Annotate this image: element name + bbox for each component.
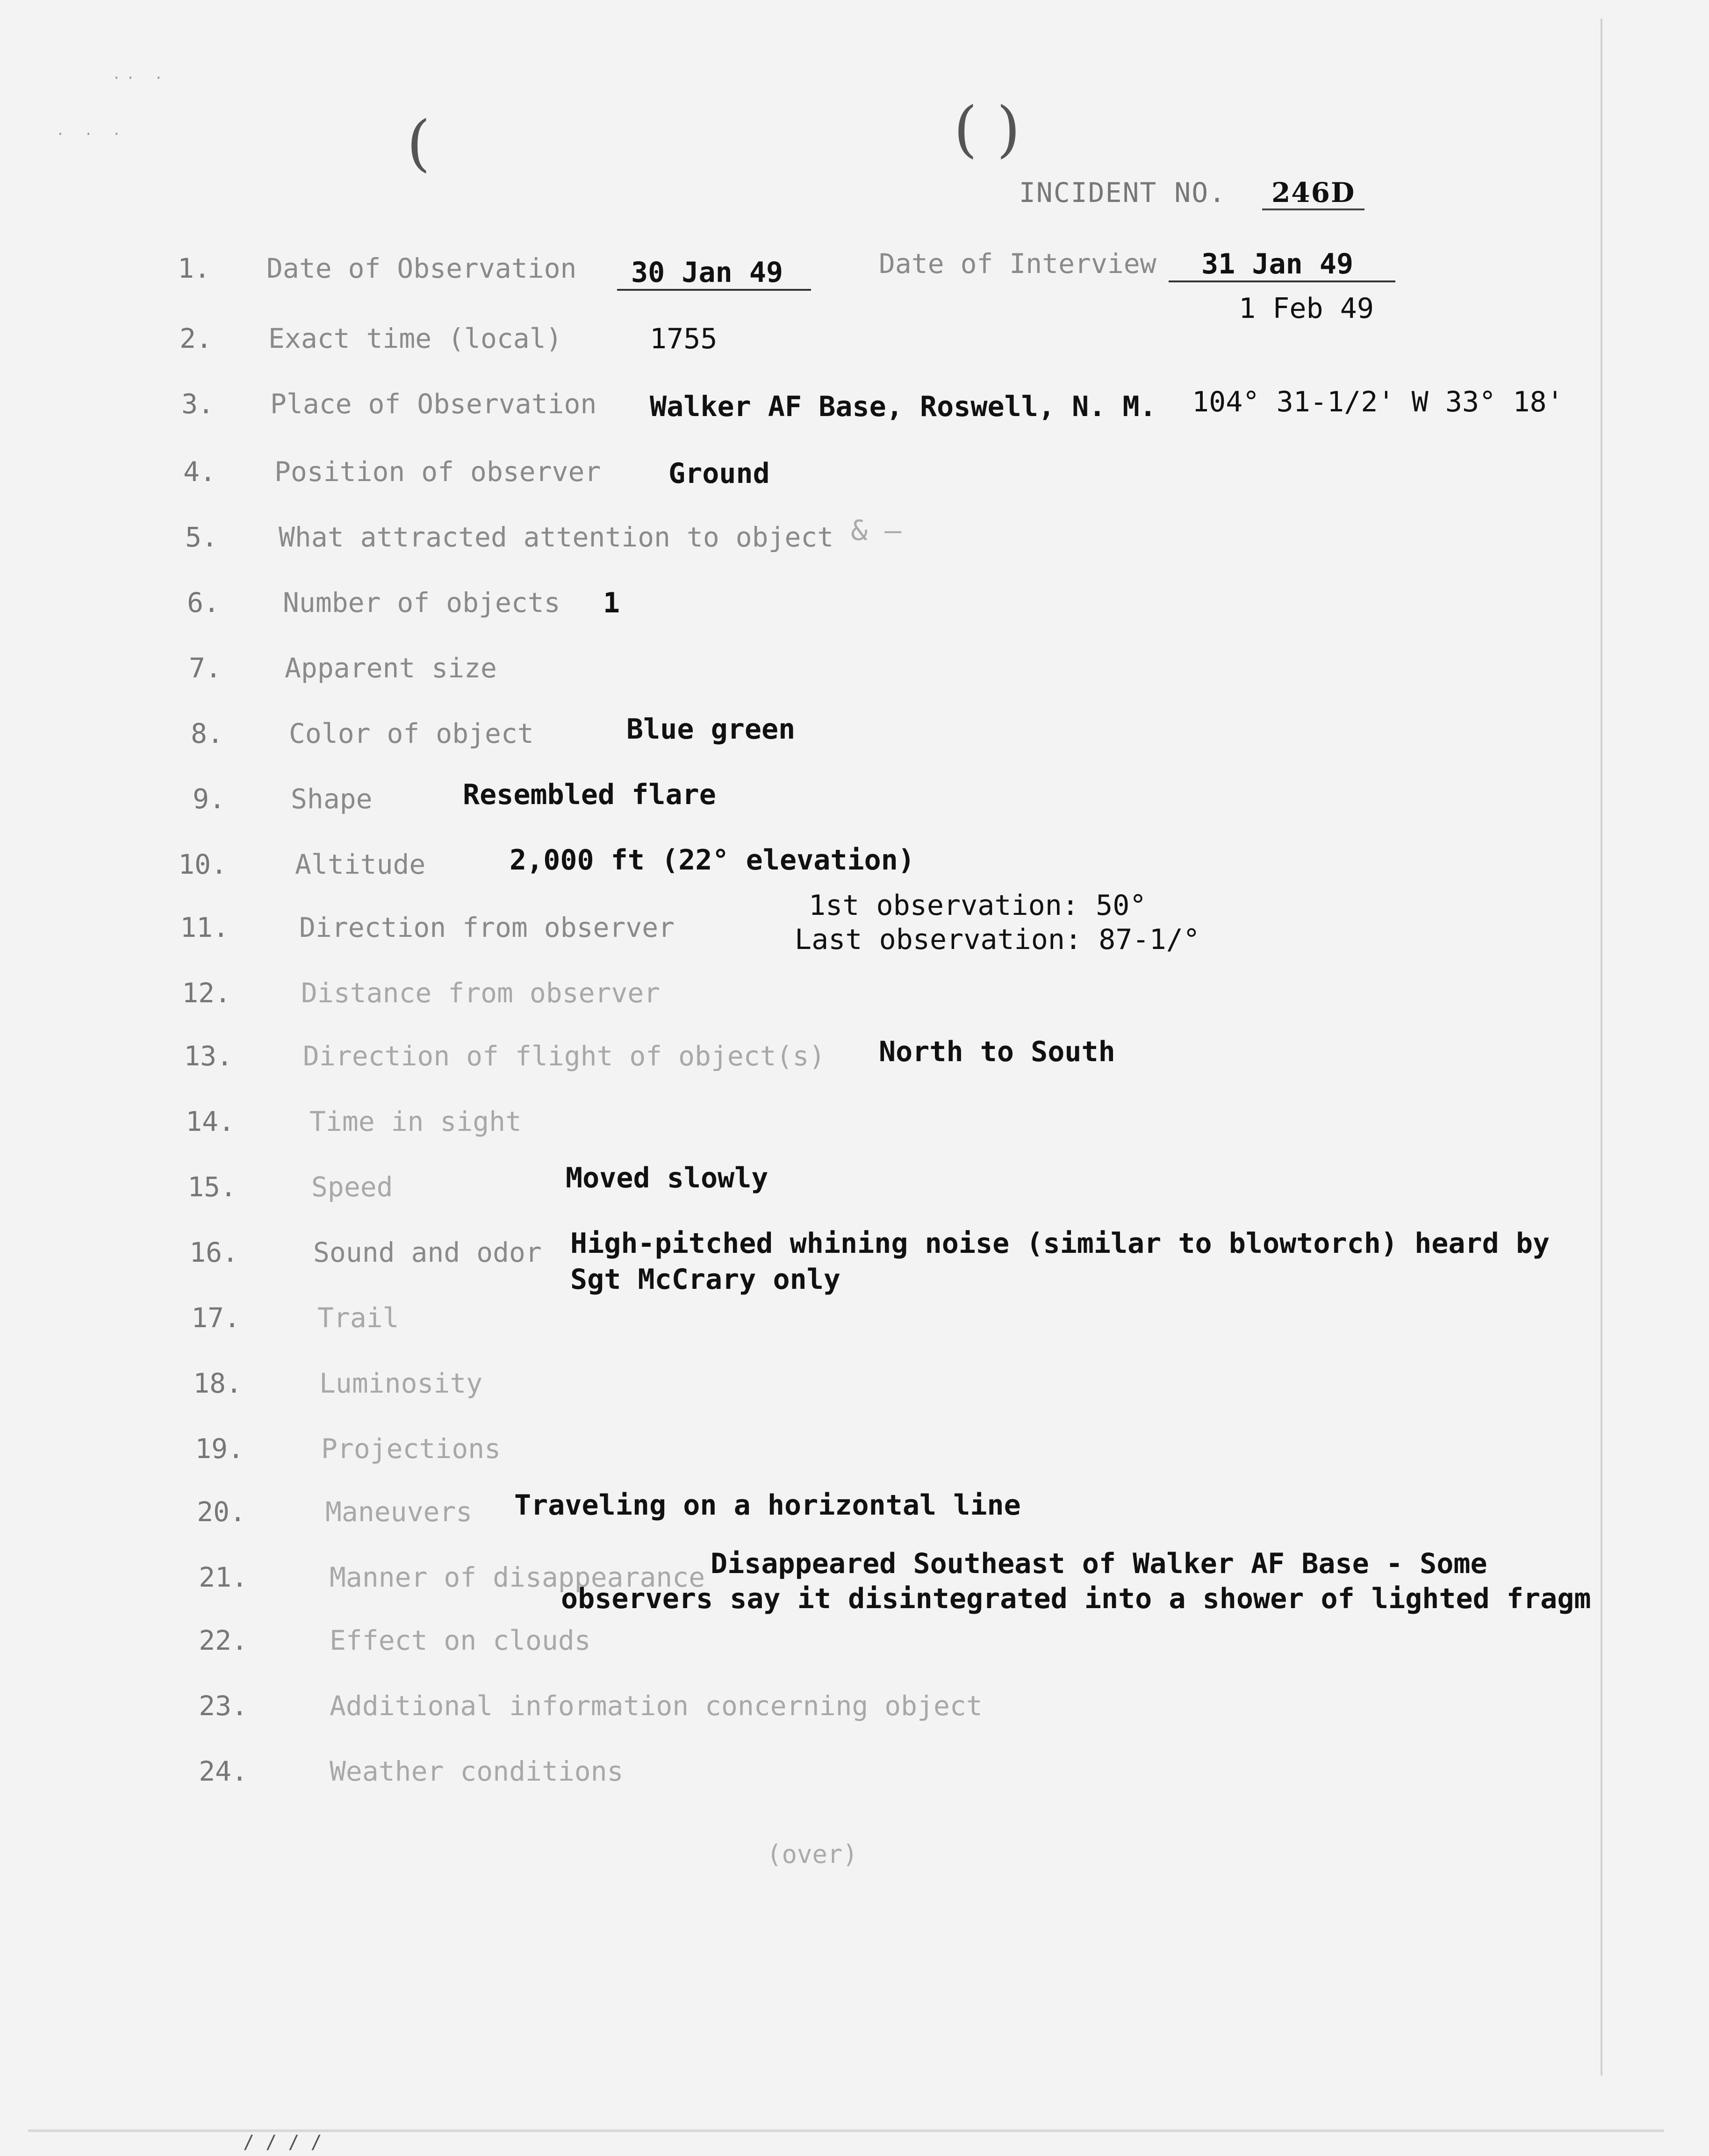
answer-exact-time: 1755 xyxy=(650,323,718,355)
item-number: 17. xyxy=(191,1302,240,1334)
answer-sound-line1: High-pitched whining noise (similar to blowtorch) heard by xyxy=(570,1227,1550,1260)
item-number: 15. xyxy=(187,1171,237,1203)
item-number: 19. xyxy=(195,1433,244,1465)
item-label: Position of observer xyxy=(274,456,601,488)
item-number: 11. xyxy=(180,912,229,943)
answer-flight-direction: North to South xyxy=(879,1035,1115,1068)
item-label: Projections xyxy=(321,1433,501,1465)
item-number: 22. xyxy=(199,1624,248,1656)
item-label: Altitude xyxy=(295,848,426,880)
item-label: Color of object xyxy=(289,718,534,749)
answer-direction-last: Last observation: 87-1/° xyxy=(795,923,1200,956)
item-number: 5. xyxy=(185,521,218,553)
item-number: 10. xyxy=(178,848,227,880)
page-edge-right xyxy=(1601,19,1602,2076)
item-label: Shape xyxy=(291,783,373,815)
answer-place: Walker AF Base, Roswell, N. M. xyxy=(650,390,1156,423)
incident-number: 246D xyxy=(1262,177,1364,210)
item-number: 8. xyxy=(191,718,223,749)
item-number: 4. xyxy=(183,456,216,488)
answer-date-of-interview-2: 1 Feb 49 xyxy=(1239,292,1374,325)
item-number: 23. xyxy=(199,1690,248,1722)
item-number: 18. xyxy=(193,1367,242,1399)
item-label: Sound and odor xyxy=(313,1236,542,1268)
item-number: 16. xyxy=(189,1236,238,1268)
item-label: Place of Observation xyxy=(270,388,597,420)
item-label: Additional information concerning object xyxy=(330,1690,983,1722)
item-label: Direction of flight of object(s) xyxy=(303,1040,826,1072)
item-number: 2. xyxy=(180,323,212,354)
item-label: What attracted attention to object xyxy=(279,521,834,553)
item-number: 12. xyxy=(182,977,231,1009)
answer-direction-first: 1st observation: 50° xyxy=(809,889,1147,922)
over-note: (over) xyxy=(767,1840,858,1869)
answer-altitude: 2,000 ft (22° elevation) xyxy=(510,844,915,877)
answer-shape: Resembled flare xyxy=(463,778,716,811)
answer-position: Ground xyxy=(668,457,770,490)
item-number: 24. xyxy=(199,1755,248,1787)
answer-disappearance-line2: observers say it disintegrated into a shower of lighted fragm xyxy=(561,1582,1591,1615)
answer-attention: & — xyxy=(851,514,902,547)
item-label: Luminosity xyxy=(319,1367,483,1399)
item-label: Speed xyxy=(311,1171,393,1203)
item-number: 3. xyxy=(181,388,214,420)
item-number: 20. xyxy=(197,1496,246,1528)
item-number: 13. xyxy=(184,1040,233,1072)
scan-specks-2: · · · xyxy=(56,126,127,143)
item-number: 1. xyxy=(178,252,210,284)
item-number: 7. xyxy=(189,652,222,684)
item-label: Date of Observation xyxy=(266,252,577,284)
answer-color: Blue green xyxy=(626,713,796,746)
item-label: Apparent size xyxy=(285,652,497,684)
answer-date-of-observation: 30 Jan 49 xyxy=(617,256,811,291)
incident-label: INCIDENT NO. xyxy=(1019,177,1227,208)
item-label: Effect on clouds xyxy=(330,1624,591,1656)
item-number: 14. xyxy=(186,1106,235,1137)
scan-mark-center: ( ) xyxy=(954,93,1020,165)
scan-mark-bottom: / / / / xyxy=(243,2132,322,2153)
item-label: Direction from observer xyxy=(299,912,675,943)
answer-sound-line2: Sgt McCrary only xyxy=(570,1263,840,1296)
item-number: 21. xyxy=(199,1561,248,1593)
document-page: ·· · · · · ( ( ) INCIDENT NO. 246D 1. Date of Observation 2. Exact time (local) 3. Place of Observation 4. Position of observer 5. What attracted attention to object 6. Number of objects 7. Apparent size 8. Color of object 9. Shape 10. Altitude 11. Direction from observer 12. Distance from observer 13. Direction of flight of object(s) 14. Time in sight 15. Speed 16. Sound and odor 17. Trail 18. Luminosity 19. Projections 20. Maneuvers 21. Manner of disappearance 22. Effect on clouds 23. Additional information concerning object 24. Weather conditions 30 Jan 49 Date of Interview 31 Jan 49 1 Feb 49 1755 Walker AF Base, Roswell, N. M. 104° 31-1/2' W 33° 18' Ground & — 1 Blue green Resembled flare 2,000 ft (22° elevation) 1st observation: 50° Last observation: 87-1/° North to South Moved slowly High-pitched whining noise (similar to blowtorch) heard by Sgt McCrary only Traveling on a horizontal line Disappeared Southeast of Walker AF Base - Some observers say it disintegrated into a shower of lighted fragm (over) / / / / xyxy=(0,0,1709,2156)
item-label: Number of objects xyxy=(283,587,560,618)
scan-mark-left: ( xyxy=(407,108,431,179)
item-label: Exact time (local) xyxy=(268,323,562,354)
item-label: Distance from observer xyxy=(301,977,661,1009)
answer-coordinates: 104° 31-1/2' W 33° 18' xyxy=(1192,386,1564,418)
item-label: Maneuvers xyxy=(325,1496,473,1528)
item-label: Manner of disappearance xyxy=(330,1561,705,1593)
item-label: Time in sight xyxy=(309,1106,522,1137)
answer-speed: Moved slowly xyxy=(566,1162,768,1194)
item-label: Weather conditions xyxy=(330,1755,624,1787)
answer-disappearance-line1: Disappeared Southeast of Walker AF Base - Some xyxy=(711,1547,1487,1580)
incident-number-line xyxy=(1019,177,1364,210)
answer-maneuvers: Traveling on a horizontal line xyxy=(514,1489,1021,1522)
answer-number-of-objects: 1 xyxy=(603,587,620,619)
item-number: 9. xyxy=(193,783,225,815)
item-label: Trail xyxy=(317,1302,399,1334)
answer-date-of-interview: 31 Jan 49 xyxy=(1169,248,1395,282)
item-number: 6. xyxy=(187,587,220,618)
scan-specks: ·· · xyxy=(112,70,169,86)
